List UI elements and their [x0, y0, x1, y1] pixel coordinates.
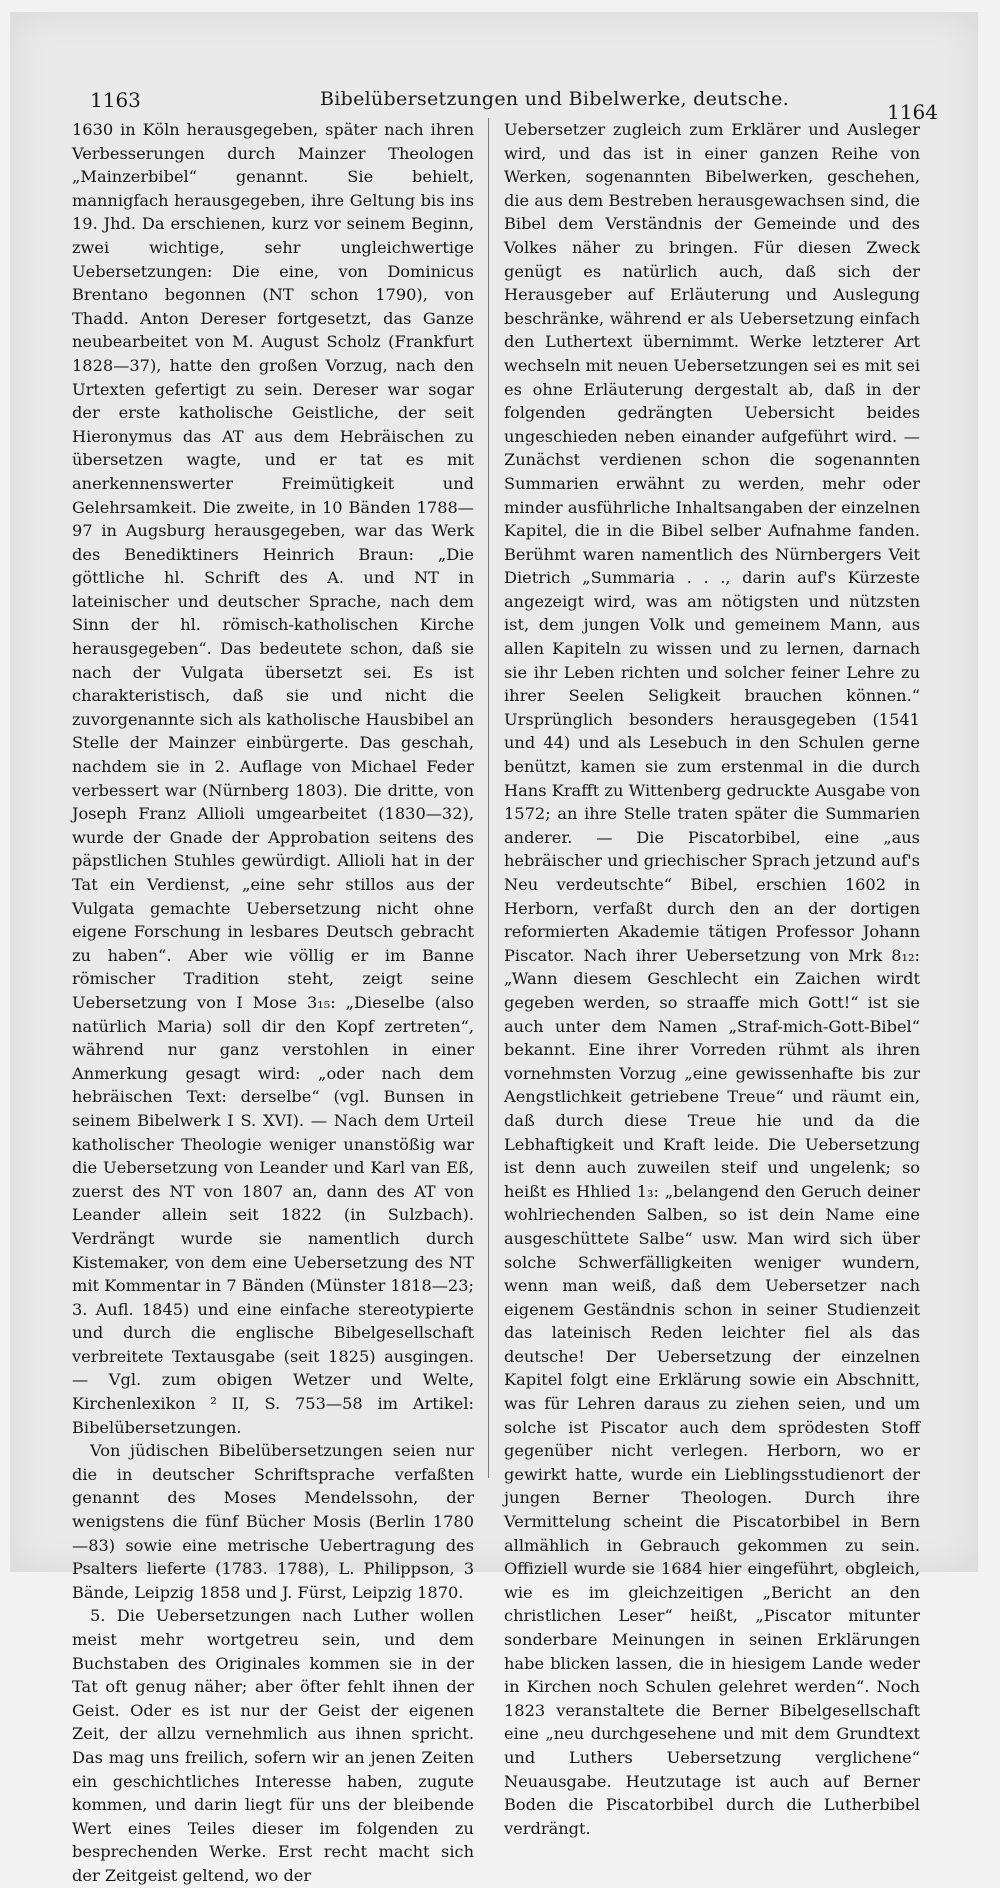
running-title: Bibelübersetzungen und Bibelwerke, deutsche.	[320, 88, 790, 110]
column-divider	[488, 118, 489, 1478]
right-column	[504, 118, 920, 1838]
left-paragraph-3: 5. Die Uebersetzungen nach Luther wollen meist mehr wortgetreu sein, und dem Buchstaben des Originales kommen sie in der Tat oft genug näher; aber öfter fehlt ihnen der Geist. Oder es ist nur der Geist der eigenen Zeit, der allzu vernehmlich aus ihnen spricht. Das mag uns freilich, sofern wir an jenen Zeiten ein geschichtliches Interesse haben, zugute kommen, und darin liegt für uns der bleibende Wert eines Teiles dieser im folgenden zu besprechenden Werke. Erst recht macht sich der Zeitgeist geltend, wo der	[72, 1606, 474, 1885]
left-paragraph-1: 1630 in Köln herausgegeben, später nach ihren Verbesserungen durch Mainzer Theologen „Mainzerbibel“ genannt. Sie behielt, mannigfach herausgegeben, ihre Geltung bis ins 19. Jhd. Da erschienen, kurz vor seinem Beginn, zwei wichtige, sehr ungleichwertige Uebersetzungen: Die eine, von Dominicus Brentano begonnen (NT schon 1790), von Thadd. Anton Dereser fortgesetzt, das Ganze neubearbeitet von M. August Scholz (Frankfurt 1828—37), hatte den großen Vorzug, nach den Urtexten gefertigt zu sein. Dereser war sogar der erste katholische Geistliche, der seit Hieronymus das AT aus dem Hebräischen zu übersetzen wagte, und er tat es mit anerkennenswerter Freimütigkeit und Gelehrsamkeit. Die zweite, in 10 Bänden 1788—97 in Augsburg herausgegeben, war das Werk des Benediktiners Heinrich Braun: „Die göttliche hl. Schrift des A. und NT in lateinischer und deutscher Sprache, nach dem Sinn der hl. römisch-katholischen Kirche herausgegeben“. Das bedeutete schon, daß sie nach der Vulgata übersetzt sei. Es ist charakteristisch, daß sie und nicht die zuvorgenannte sich als katholische Hausbibel an Stelle der Mainzer einbürgerte. Das geschah, nachdem sie in 2. Auflage von Michael Feder verbessert war (Nürnberg 1803). Die dritte, von Joseph Franz Allioli umgearbeitet (1830—32), wurde der Gnade der Approbation seitens des päpstlichen Stuhles gewürdigt. Allioli hat in der Tat ein Verdienst, „eine sehr stillos aus der Vulgata gemachte Uebersetzung nicht ohne eigene Forschung in lesbares Deutsch gebracht zu haben“. Aber wie völlig er im Banne römischer Tradition steht, zeigt seine Uebersetzung von I Mose 3₁₅: „Dieselbe (also natürlich Maria) soll dir den Kopf zertreten“, während nur ganz verstohlen in einer Anmerkung gesagt wird: „oder nach dem hebräischen Text: derselbe“ (vgl. Bunsen in seinem Bibelwerk I S. XVI). — Nach dem Urteil katholischer Theologie weniger unanstößig war die Uebersetzung von Leander und Karl van Eß, zuerst des NT von 1807 an, dann des AT von Leander allein seit 1822 (in Sulzbach). Verdrängt wurde sie namentlich durch Kistemaker, von dem eine Uebersetzung des NT mit Kommentar in 7 Bänden (Münster 1818—23; 3. Aufl. 1845) und eine einfache stereotypierte und durch die englische Bibelgesellschaft verbreitete Textausgabe (seit 1825) ausgingen. — Vgl. zum obigen Wetzer und Welte, Kirchenlexikon ² II, S. 753—58 im Artikel: Bibelübersetzungen.	[72, 120, 474, 1437]
page-header	[90, 82, 938, 122]
left-paragraph-2: Von jüdischen Bibelübersetzungen seien nur die in deutscher Schriftsprache verfaßten genannt des Moses Mendelssohn, der wenigstens die fünf Bücher Mosis (Berlin 1780—83) sowie eine metrische Uebertragung des Psalters lieferte (1783. 1788), L. Philippson, 3 Bände, Leipzig 1858 und J. Fürst, Leipzig 1870.	[72, 1441, 474, 1602]
left-column	[72, 118, 474, 1885]
page-number-left: 1163	[90, 88, 141, 112]
right-paragraph-1: Uebersetzer zugleich zum Erklärer und Ausleger wird, und das ist in einer ganzen Reihe von Werken, sogenannten Bibelwerken, geschehen, die aus dem Bestreben herausgewachsen sind, die Bibel dem Verständnis der Gemeinde und des Volkes näher zu bringen. Für diesen Zweck genügt es natürlich auch, daß sich der Herausgeber auf Erläuterung und Auslegung beschränke, während er als Uebersetzung einfach den Luthertext übernimmt. Werke letzterer Art wechseln mit neuen Uebersetzungen sei es mit sei es ohne Erläuterung dergestalt ab, daß in der folgenden gedrängten Uebersicht beides ungeschieden neben einander aufgeführt wird. — Zunächst verdienen schon die sogenannten Summarien erwähnt zu werden, mehr oder minder ausführliche Inhaltsangaben der einzelnen Kapitel, die in die Bibel selber Aufnahme fanden. Berühmt waren namentlich des Nürnbergers Veit Dietrich „Summaria . . ., darin auf's Kürzeste angezeigt wird, was am nötigsten und nützsten ist, dem jungen Volk und gemeinem Mann, aus allen Kapiteln zu wissen und zu lernen, darnach sie ihr Leben richten und solcher feiner Lehre zu ihrer Seelen Seligkeit brauchen können.“ Ursprünglich besonders herausgegeben (1541 und 44) und als Lesebuch in den Schulen gerne benützt, kamen sie zum erstenmal in die durch Hans Krafft zu Wittenberg gedruckte Ausgabe von 1572; an ihre Stelle traten später die Summarien anderer. — Die Piscatorbibel, eine „aus hebräischer und griechischer Sprach jetzund auf's Neu verdeutschte“ Bibel, erschien 1602 in Herborn, verfaßt durch den an der dortigen reformierten Akademie tätigen Professor Johann Piscator. Nach ihrer Uebersetzung von Mrk 8₁₂: „Wann diesem Geschlecht ein Zaichen wirdt gegeben werden, so straaffe mich Gott!“ ist sie auch unter dem Namen „Straf-mich-Gott-Bibel“ bekannt. Eine ihrer Vorreden rühmt als ihren vornehmsten Vorzug „eine gewissenhafte bis zur Aengstlichkeit getriebene Treue“ und räumt ein, daß durch diese Treue hie und da die Lebhaftigkeit und Kraft leide. Die Uebersetzung ist denn auch zuweilen steif und ungelenk; so heißt es Hhlied 1₃: „belangend den Geruch deiner wohlriechenden Salben, so ist dein Name eine ausgeschüttete Salbe“ usw. Man wird sich über solche Schwerfälligkeiten weniger wundern, wenn man weiß, daß dem Uebersetzer nach eigenem Geständnis schon in seiner Studienzeit das lateinisch Reden leichter fiel als das deutsche! Der Uebersetzung der einzelnen Kapitel folgt eine Erklärung sowie ein Abschnitt, was für Lehren daraus zu ziehen seien, und um solche ist Piscator auch dem sprödesten Stoff gegenüber nicht verlegen. Herborn, wo er gewirkt hatte, wurde ein Lieblingsstudienort der jungen Berner Theologen. Durch ihre Vermittelung scheint die Piscatorbibel in Bern allmählich in Gebrauch gekommen zu sein. Offiziell wurde sie 1684 hier eingeführt, obgleich, wie es im gleichzeitigen „Bericht an den christlichen Leser“ heißt, „Piscator mitunter sonderbare Meinungen in seinen Erklärungen habe blicken lassen, die in hiesigem Lande weder in Kirchen noch Schulen gelehret werden“. Noch 1823 veranstaltete die Berner Bibelgesellschaft eine „neu durchgesehene und mit dem Grundtext und Luthers Uebersetzung verglichene“ Neuausgabe. Heutzutage ist auch auf Berner Boden die Piscatorbibel durch die Lutherbibel verdrängt.	[504, 120, 920, 1838]
page-number-right: 1164	[887, 100, 938, 124]
